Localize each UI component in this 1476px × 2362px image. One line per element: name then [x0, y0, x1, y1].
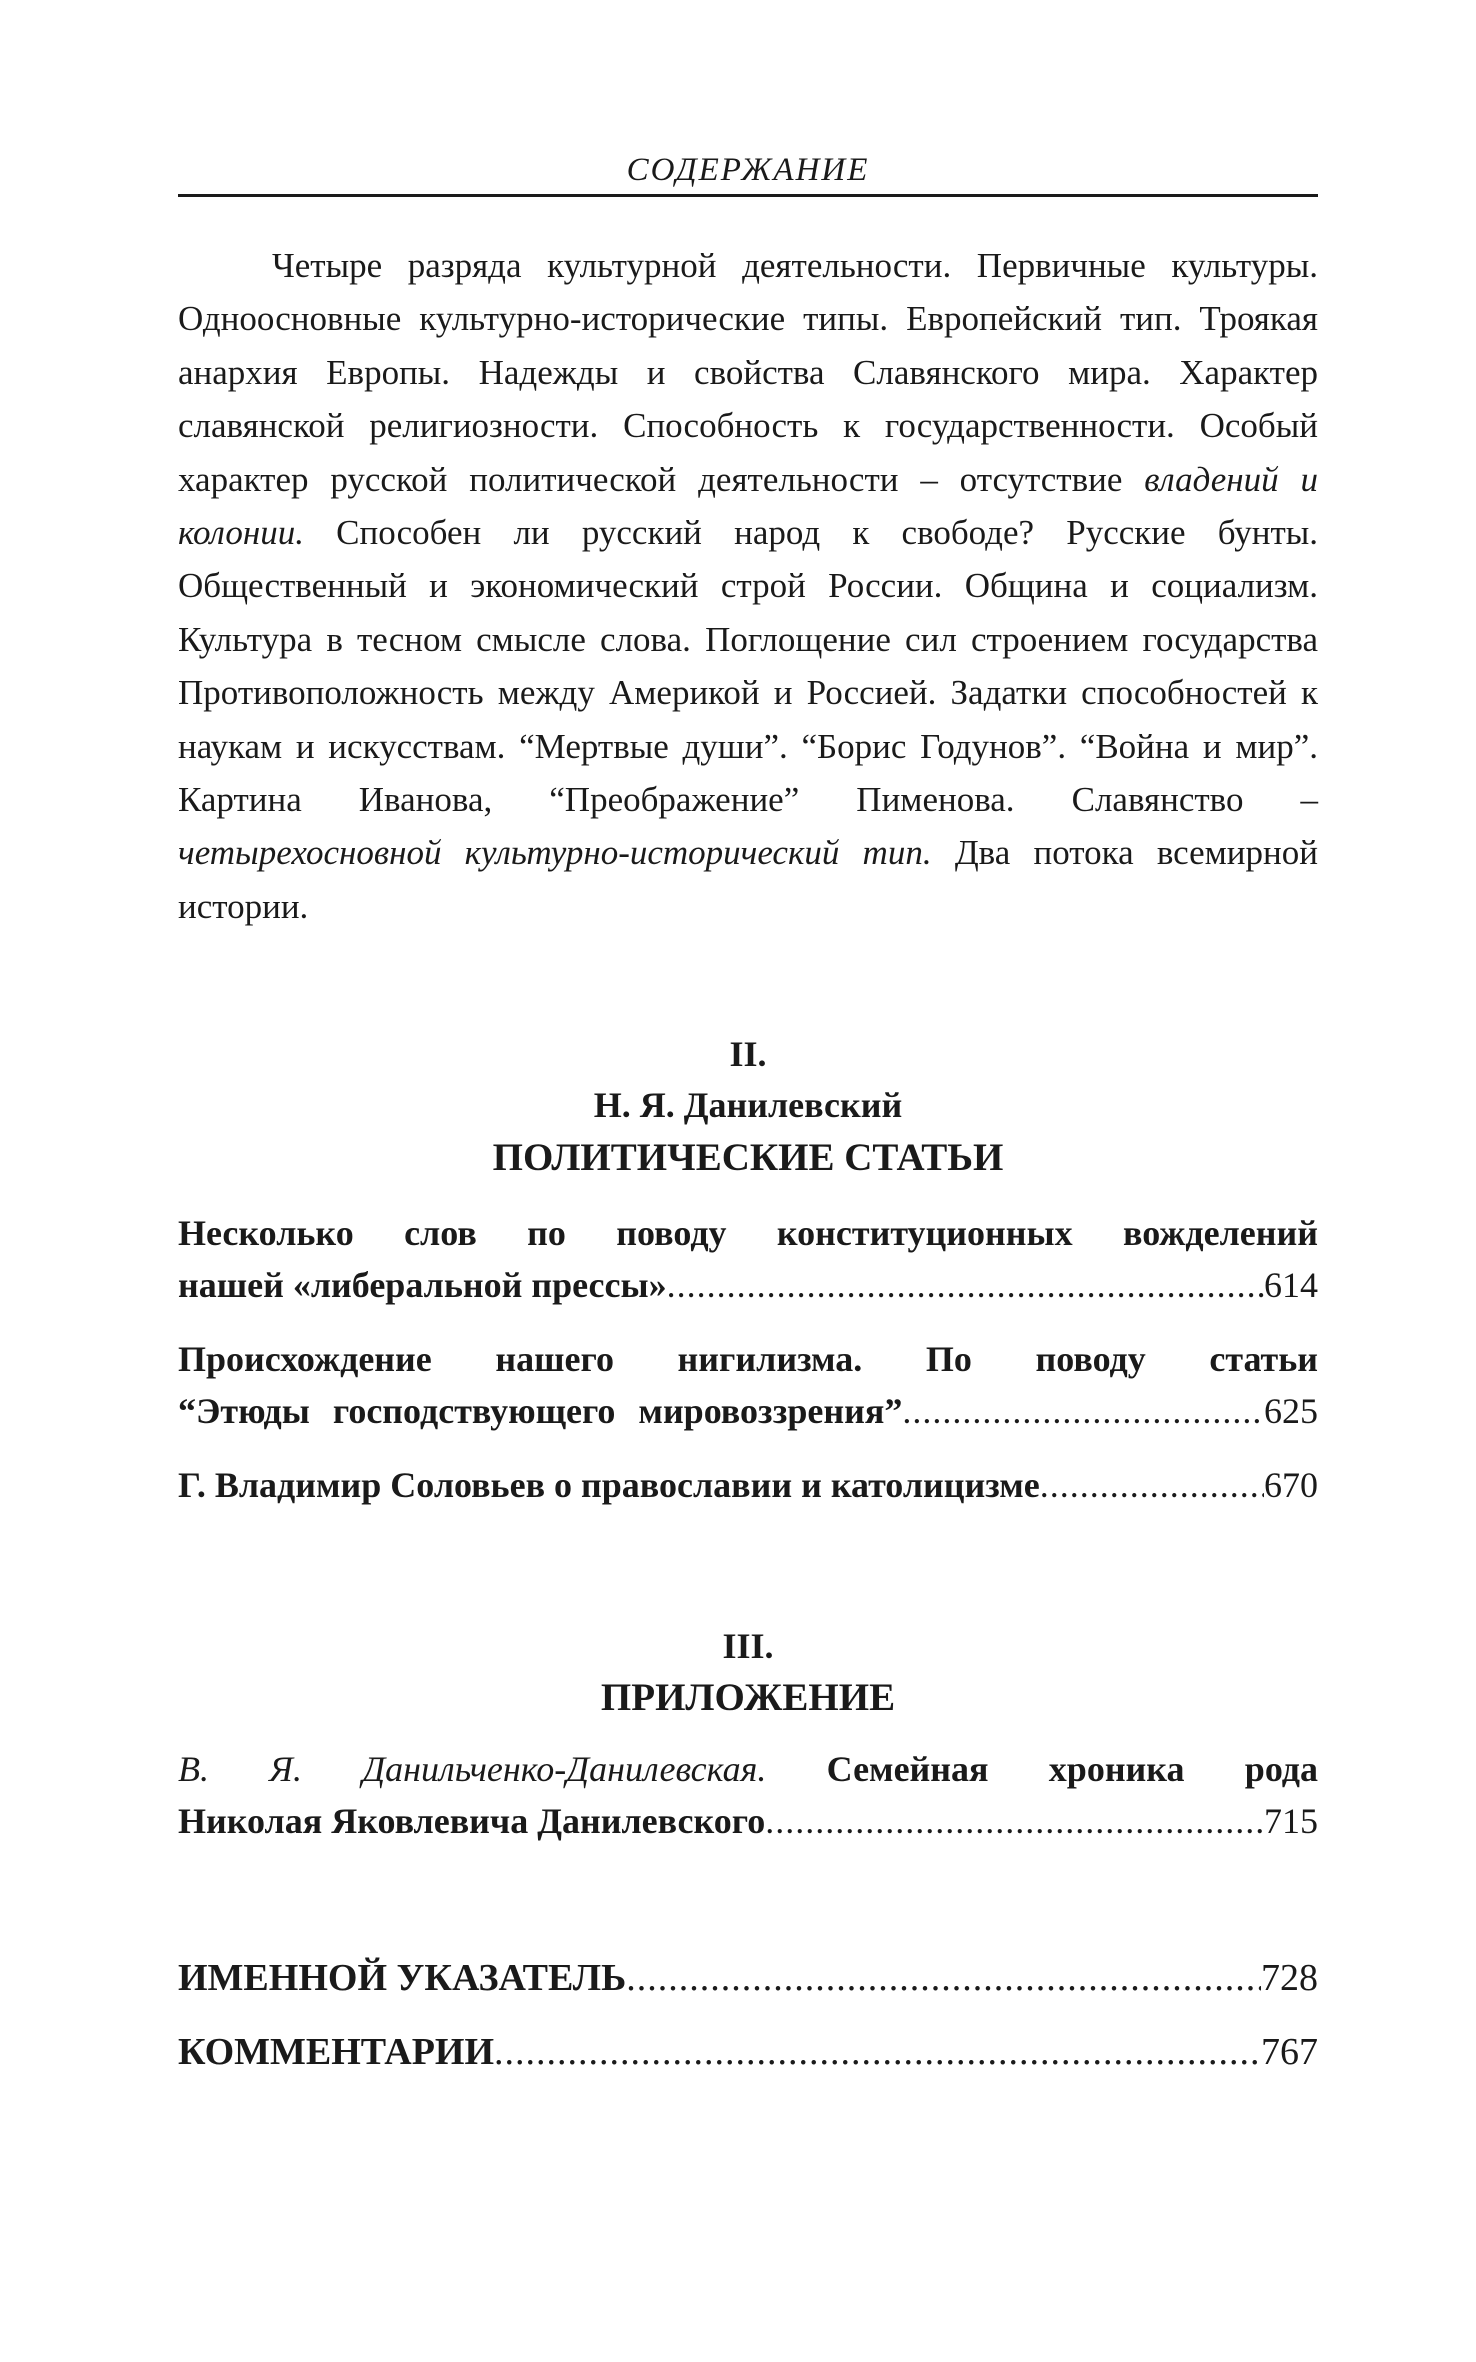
- toc-entry-leader: [178, 1459, 1318, 1511]
- toc-entry-title-line1: [178, 1743, 1318, 1795]
- section-number: III.: [722, 1626, 774, 1667]
- toc-entry[interactable]: [178, 1743, 1318, 1847]
- section-author: Н. Я. Данилевский: [593, 1085, 903, 1126]
- section-title: ПРИЛОЖЕНИЕ: [600, 1676, 896, 1720]
- toc-page-number: 625: [1264, 1391, 1318, 1432]
- section-2-heading: [178, 1029, 1318, 1185]
- section-3-heading: [178, 1621, 1318, 1725]
- summary-italic-1: владений и колонии.: [178, 459, 1319, 553]
- summary-text-2: Способен ли русский народ к свободе? Русские бунты. Общественный и экономический строй России. Община и социализм. Культура в тесном смысле слова. Поглощение сил строением государства Противоположность между Америкой и Россией. Задатки способностей к наукам и искусствам. “Мертвые души”. “Борис Годунов”. “Война и мир”. Картина Иванова, “Преображение” Пименова. Славянство –: [178, 513, 1318, 820]
- toc-page-number: 715: [1264, 1801, 1318, 1842]
- section-number: II.: [729, 1034, 767, 1075]
- header-rule: [178, 194, 1318, 197]
- toc-entry-title-line2: “Этюды господствующего мировоззрения”: [178, 1391, 903, 1432]
- toc-entry-title-line2: нашей «либеральной прессы»: [178, 1265, 667, 1306]
- summary-text-1: Четыре разряда культурной деятельности. Первичные культуры. Одноосновные культурно-исторические типы. Европейский тип. Троякая анархия Европы. Надежды и свойства Славянского мира. Характер славянской религиозности. Способность к государственности. Особый характер русской политической деятельности – отсутствие: [178, 246, 1318, 499]
- toc-entry[interactable]: [178, 1207, 1318, 1311]
- toc-entry[interactable]: [178, 1333, 1318, 1437]
- dot-leader: [626, 1951, 1261, 2005]
- toc-page-number: 728: [1261, 1957, 1318, 2000]
- dot-leader: [902, 1385, 1264, 1437]
- page: [178, 150, 1318, 2079]
- toc-entry-title-part: Семейная хроника рода: [826, 1749, 1318, 1790]
- toc-entry-title-line1: Происхождение нашего нигилизма. По поводу статьи: [178, 1339, 1318, 1380]
- toc-entry[interactable]: [178, 1459, 1318, 1511]
- dot-leader: [765, 1795, 1264, 1847]
- toc-entry-leader: [178, 1951, 1318, 2005]
- summary-italic-2: четырехосновной культурно-исторический тип.: [178, 833, 932, 873]
- summary-text-3: Два потока всемирной истории.: [178, 833, 1318, 926]
- toc-entry-leader: [178, 1259, 1318, 1311]
- toc-page-number: 614: [1264, 1265, 1318, 1306]
- toc-entry-name-index[interactable]: [178, 1951, 1318, 2005]
- toc-entry-author: В. Я. Данильченко-Данилевская.: [178, 1749, 767, 1790]
- chapter-summary: [178, 239, 1318, 933]
- dot-leader: [494, 2025, 1261, 2079]
- toc-entry-leader: [178, 1385, 1318, 1437]
- toc-entry-title: КОММЕНТАРИИ: [178, 2031, 495, 2074]
- toc-entry-leader: [178, 2025, 1318, 2079]
- toc-entry-comments[interactable]: [178, 2025, 1318, 2079]
- section-title: ПОЛИТИЧЕСКИЕ СТАТЬИ: [492, 1136, 1004, 1180]
- toc-entry-title-line1: Несколько слов по поводу конституционных вожделений: [178, 1213, 1318, 1254]
- dot-leader: [667, 1259, 1264, 1311]
- toc-entry-title: Г. Владимир Соловьев о православии и католицизме: [178, 1465, 1040, 1506]
- dot-leader: [1040, 1459, 1264, 1511]
- toc-entry-title: ИМЕННОЙ УКАЗАТЕЛЬ: [178, 1957, 627, 2000]
- running-head: СОДЕРЖАНИЕ: [626, 152, 870, 188]
- toc-page-number: 670: [1264, 1465, 1318, 1506]
- toc-page-number: 767: [1261, 2031, 1318, 2074]
- toc-entry-leader: [178, 1795, 1318, 1847]
- toc-entry-title-line2: Николая Яковлевича Данилевского: [178, 1801, 766, 1842]
